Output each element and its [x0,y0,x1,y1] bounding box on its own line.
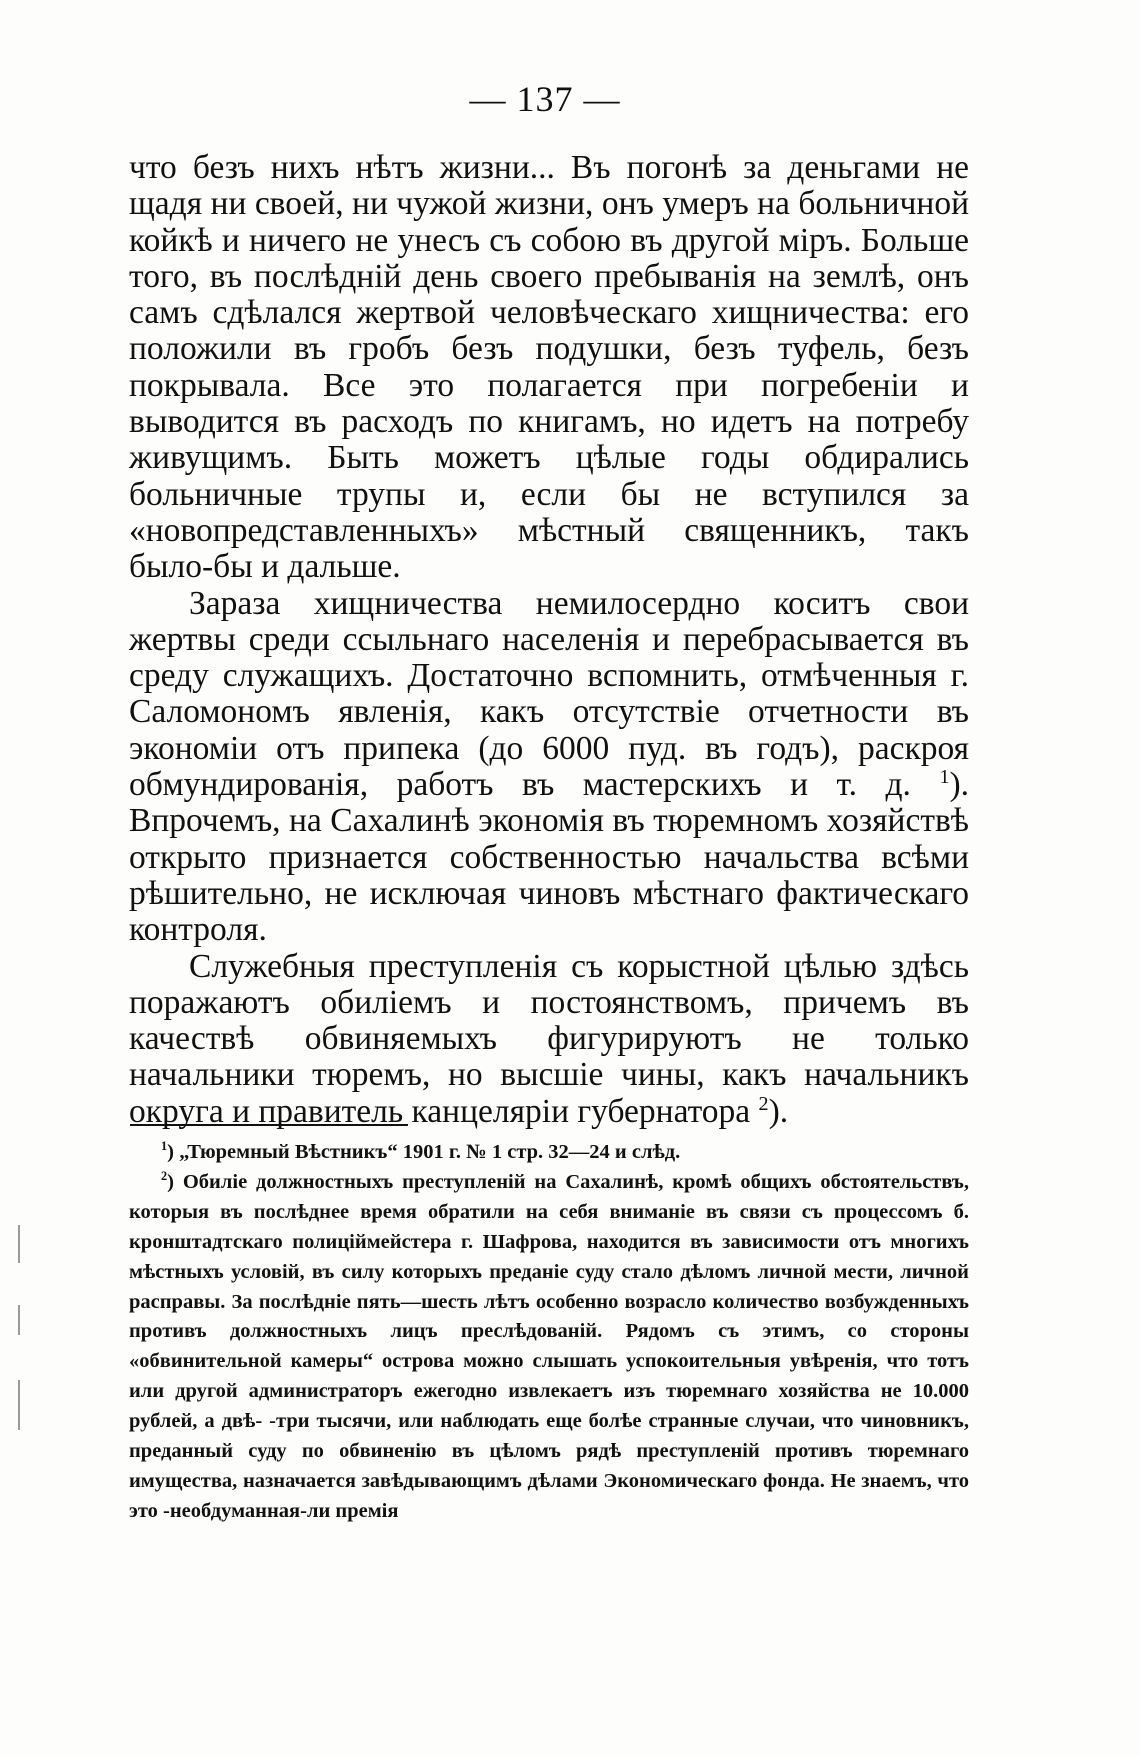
footnote-1: $^1$) „Тюремный Вѣстникъ“ 1901 г. № 1 стр. 32—24 и слѣд. [161,1139,681,1163]
paragraph-text-continued: Впрочемъ, на Сахалинѣ экономія въ тюремномъ хозяйствѣ открыто признается собственностью начальства всѣми рѣшительно, не исключая чиновъ мѣстнаго фактическаго контроля. [129,802,969,949]
footnote-ref-1: 1 [939,765,950,788]
footnote-mark: 2 [161,1169,168,1184]
footnote-ref-2: 2 [758,1092,769,1115]
footnotes [129,1138,969,1527]
footnote-2: $^2$) Обиліе должностныхъ преступленій на Сахалинѣ, кромѣ общихъ обстоятельствъ, которыя въ послѣднее время обратили на себя вниманіе въ связи съ процессомъ б. кронштадтскаго полиціймейстера г. Шафрова, находится въ зависимости отъ многихъ мѣстныхъ условій, въ силу которыхъ преданіе суду стало дѣломъ личной мести, личной расправы. За послѣдніе пять—шесть лѣтъ особенно возрасло количество возбужденныхъ противъ должностныхъ лицъ преслѣдованій. Рядомъ съ этимъ, со стороны «обвинительной камеры“ острова можно слышать успокоительныя увѣренія, что тотъ или другой администраторъ ежегодно извлекаетъ изъ тюремнаго хозяйства не 10.000 рублей, а двѣ- -три тысячи, или наблюдать еще болѣе странные случаи, что чиновникъ, преданный суду по обвиненію въ цѣломъ рядѣ преступленій противъ тюремнаго имущества, назначается завѣдывающимъ дѣлами Экономическаго фонда. Не знаемъ, что это -необдуманная-ли премія [129,1169,970,1522]
scan-edge-mark [18,1305,20,1335]
footnote-mark: 1 [161,1139,168,1154]
footnote-text: Обиліе должностныхъ преступленій на Сахалинѣ, кромѣ общихъ обстоятельствъ, которыя въ послѣднее время обратили на себя вниманіе въ связи съ процессомъ б. кронштадтскаго полиціймейстера г. Шафрова, находится въ зависимости отъ многихъ мѣстныхъ условій, въ силу которыхъ преданіе суду стало дѣломъ личной мести, личной расправы. За послѣдніе пять—шесть лѣтъ особенно возрасло количество возбужденныхъ противъ должностныхъ лицъ преслѣдованій. Рядомъ съ этимъ, со стороны «обвинительной камеры“ острова можно слышать успокоительныя увѣренія, что тотъ или другой администраторъ ежегодно извлекаетъ изъ тюремнаго хозяйства не 10.000 рублей, а двѣ- -три тысячи, или наблюдать еще болѣе странные случаи, что чиновникъ, преданный суду по обвиненію въ цѣломъ рядѣ преступленій противъ тюремнаго имущества, назначается завѣдывающимъ дѣлами Экономическаго фонда. Не знаемъ, что это -необдуманная-ли премія [129,1170,970,1522]
main-text [129,150,969,1130]
paragraph-continuation: что безъ нихъ нѣтъ жизни... Въ погонѣ за деньгами не щадя ни своей, ни чужой жизни, онъ умеръ на больничной койкѣ и ничего не унесъ съ собою въ другой міръ. Больше того, въ послѣдній день своего пребыванія на землѣ, онъ самъ сдѣлался жертвой человѣческаго хищничества: его положили въ гробъ безъ подушки, безъ туфель, безъ покрывала. Все это полагается при погребеніи и выводится въ расходъ по книгамъ, но идетъ на потребу живущимъ. Быть можетъ цѣлые годы обдирались больничные трупы и, если бы не вступился за «новопредставленныхъ» мѣстный священникъ, такъ было-бы и дальше. [129,149,969,586]
paragraph-infection: Зараза хищничества немилосердно коситъ свои жертвы среди ссыльнаго населенія и перебрасывается въ среду служащихъ. Достаточно вспомнить, отмѣченныя г. Саломономъ явленія, какъ отсутствіе отчетности въ экономіи отъ припека (до 6000 пуд. въ годъ), раскроя обмундированія, работъ въ мастерскихъ и т. д. $^1$). Впрочемъ, на Сахалинѣ экономія въ тюремномъ хозяйствѣ открыто признается собственностью начальства всѣми рѣшительно, не исключая чиновъ мѣстнаго фактическаго контроля. [129,584,970,949]
footnote-divider [130,1124,408,1126]
footnote-text: „Тюремный Вѣстникъ“ 1901 г. № 1 стр. 32—24 и слѣд. [179,1141,681,1163]
closing-punctuation: ). [768,1092,789,1130]
paragraph-text: Зараза хищничества немилосердно коситъ свои жертвы среди ссыльнаго населенія и перебрасывается въ среду служащихъ. Достаточно вспомнить, отмѣченныя г. Саломономъ явленія, какъ отсутствіе отчетности въ экономіи отъ припека (до 6000 пуд. въ годъ), раскроя обмундированія, работъ въ мастерскихъ и т. д. [129,584,969,804]
scan-edge-mark [18,1225,20,1263]
paragraph-text: Служебныя преступленія съ корыстной цѣлью здѣсь поражаютъ обиліемъ и постоянствомъ, причемъ въ качествѣ обвиняемыхъ фигурируютъ не только начальники тюремъ, но высшіе чины, какъ начальникъ округа и правитель канцеляріи губернатора [129,947,969,1130]
page-number: — 137 — [469,79,621,119]
scan-edge-mark [18,1380,20,1430]
paragraph-crimes [129,949,969,1130]
